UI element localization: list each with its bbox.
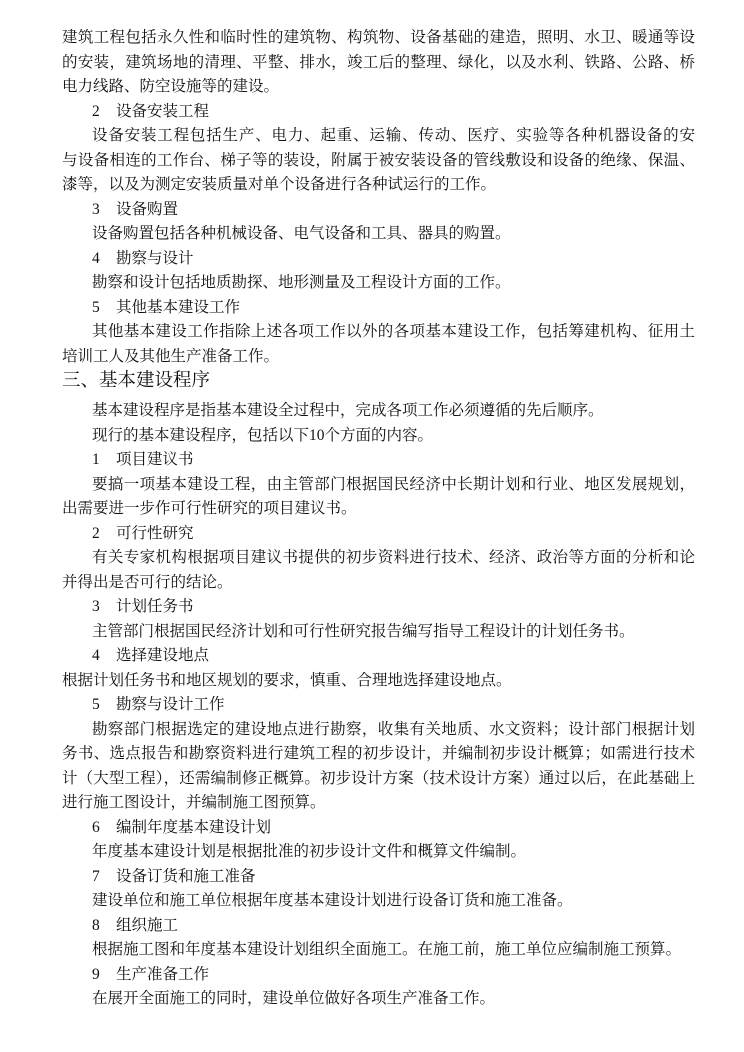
numbered-subheading [92,964,695,986]
paragraph-line: 务书、选点报告和勘察资料进行建筑工程的初步设计，并编制初步设计概算；如需进行技术 [62,745,695,762]
item-number: 5 [92,298,100,316]
paragraph-line: 培训工人及其他生产准备工作。 [62,347,280,365]
paragraph-line: 在展开全面施工的同时，建设单位做好各项生产准备工作。 [92,990,496,1007]
numbered-subheading [92,199,695,221]
numbered-subheading [92,248,695,270]
paragraph-line: 出需要进一步作可行性研究的项目建议书。 [62,500,357,517]
paragraph-line: 电力线路、防空设施等的建设。 [62,78,280,95]
paragraph-line: 建设单位和施工单位根据年度基本建设计划进行设备订货和施工准备。 [92,892,573,909]
paragraph-line: 设备购置包括各种机械设备、电气设备和工具、器具的购置。 [92,225,511,242]
paragraph-line: 要搞一项基本建设工程，由主管部门根据国民经济中长期计划和行业、地区发展规划， [92,475,695,493]
item-number: 2 [92,524,100,542]
section-heading: 三、基本建设程序 [62,371,211,391]
paragraph-line: 现行的基本建设程序，包括以下10个方面的内容。 [92,426,434,444]
item-number: 9 [92,965,100,983]
item-title: 计划任务书 [116,598,194,615]
item-title: 勘察与设计工作 [116,696,225,713]
item-title: 可行性研究 [116,524,194,542]
paragraph-line: 有关专家机构根据项目建议书提供的初步资料进行技术、经济、政治等方面的分析和论 [92,549,695,566]
item-number: 3 [92,200,100,218]
item-number: 6 [92,818,100,836]
numbered-subheading [92,297,695,319]
paragraph-line: 根据施工图和年度基本建设计划组织全面施工。在施工前，施工单位应编制施工预算。 [92,941,682,958]
numbered-subheading [92,645,695,667]
paragraph-line: 的安装，建筑场地的清理、平整、排水，竣工后的整理、绿化，以及水利、铁路、公路、桥 [62,53,695,71]
item-number: 7 [92,867,100,885]
paragraph-line: 设备安装工程包括生产、电力、起重、运输、传动、医疗、实验等各种机器设备的安 [92,127,695,144]
paragraph-line: 与设备相连的工作台、梯子等的装设，附属于被安装设备的管线敷设和设备的绝缘、保温、 [62,151,695,169]
item-title: 选择建设地点 [116,647,210,664]
numbered-subheading [92,596,695,618]
item-title: 生产准备工作 [116,965,210,983]
numbered-subheading [92,866,695,888]
item-title: 设备订货和施工准备 [116,867,256,885]
item-title: 项目建议书 [116,451,194,468]
paragraph-line: 建筑工程包括永久性和临时性的建筑物、构筑物、设备基础的建造，照明、水卫、暖通等设 [62,29,695,46]
paragraph-line: 计（大型工程），还需编制修正概算。初步设计方案（技术设计方案）通过以后，在此基础上 [62,769,695,787]
item-number: 8 [92,916,100,934]
numbered-subheading [92,694,695,716]
paragraph-line: 勘察部门根据选定的建设地点进行勘察，收集有关地质、水文资料；设计部门根据计划 [92,720,695,738]
item-title: 勘察与设计 [116,249,194,267]
item-title: 编制年度基本建设计划 [116,818,272,836]
paragraph-line: 并得出是否可行的结论。 [62,573,233,591]
item-title: 设备安装工程 [116,102,210,120]
paragraph-line: 基本建设程序是指基本建设全过程中，完成各项工作必须遵循的先后顺序。 [92,402,604,419]
item-title: 其他基本建设工作 [116,298,241,316]
numbered-subheading [92,449,695,471]
numbered-subheading [92,523,695,545]
item-number: 4 [92,249,100,267]
numbered-subheading [92,101,695,123]
item-title: 设备购置 [116,200,179,218]
numbered-subheading [92,817,695,839]
item-number: 2 [92,102,100,120]
numbered-subheading [92,915,695,937]
paragraph-line: 漆等，以及为测定安装质量对单个设备进行各种试运行的工作。 [62,176,497,193]
paragraph-line: 其他基本建设工作指除上述各项工作以外的各项基本建设工作，包括筹建机构、征用土 [92,323,695,340]
paragraph-line: 进行施工图设计，并编制施工图预算。 [62,794,326,811]
paragraph-line: 主管部门根据国民经济计划和可行性研究报告编写指导工程设计的计划任务书。 [92,622,635,640]
paragraph-line: 根据计划任务书和地区规划的要求，慎重、合理地选择建设地点。 [62,671,512,689]
item-title: 组织施工 [116,916,179,934]
item-number: 5 [92,696,100,713]
paragraph-line: 年度基本建设计划是根据批准的初步设计文件和概算文件编制。 [92,843,527,860]
item-number: 4 [92,647,100,664]
paragraph-line: 勘察和设计包括地质勘探、地形测量及工程设计方面的工作。 [92,274,511,291]
item-number: 1 [92,451,100,468]
item-number: 3 [92,598,100,615]
